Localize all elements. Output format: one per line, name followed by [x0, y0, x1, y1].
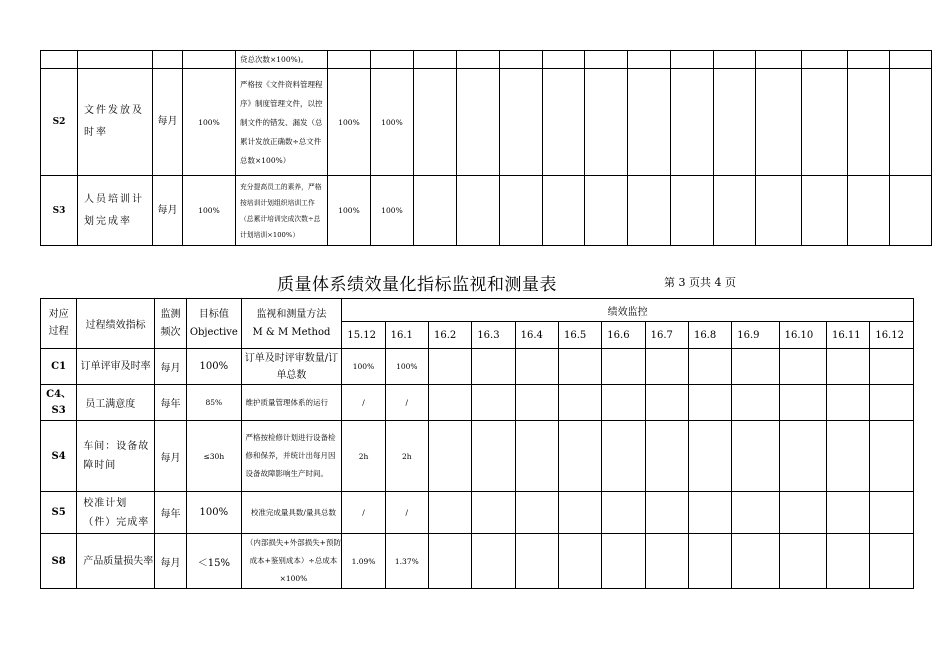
indicator-cell: 车间：设备故障时间 — [77, 421, 155, 492]
code-cell: C4、S3 — [41, 385, 77, 421]
month-cell: 16.11 — [827, 322, 870, 349]
method-cell: 订单及时评审数量/订单总数 — [241, 349, 342, 385]
month-cell: 16.1 — [385, 322, 428, 349]
indicator-cell: 订单评审及时率 — [77, 349, 155, 385]
indicator-cell: 人员培训计划完成率 — [78, 176, 153, 246]
previous-page-table — [40, 50, 932, 246]
target-cell: 85% — [187, 385, 241, 421]
measurement-table — [40, 298, 914, 589]
page-title: 质量体系绩效量化指标监视和测量表 — [277, 275, 557, 295]
target-cell: ≤30h — [187, 421, 241, 492]
target-cell: ＜15% — [187, 534, 241, 589]
value-cell: 100% — [328, 69, 371, 176]
month-cell: 15.12 — [342, 322, 385, 349]
table-row — [41, 534, 914, 589]
target-cell: 100% — [183, 69, 236, 176]
value-cell: 2h — [342, 421, 385, 492]
month-cell: 16.3 — [472, 322, 515, 349]
value-cell: / — [342, 385, 385, 421]
code-cell: S4 — [41, 421, 77, 492]
header-code: 对应过程 — [41, 299, 77, 349]
month-cell: 16.9 — [732, 322, 779, 349]
month-cell: 16.7 — [645, 322, 688, 349]
method-cell: 贷总次数×100%)。 — [236, 51, 328, 69]
target-cell: 100% — [183, 176, 236, 246]
table-row — [41, 421, 914, 492]
frequency-cell — [153, 51, 183, 69]
method-cell: （内部损失+外部损失+预防成本+鉴别成本）÷总成本×100% — [241, 534, 342, 589]
value-cell: / — [342, 492, 385, 534]
header-method: 监视和测量方法 M & M Method — [241, 299, 342, 349]
value-cell: 100% — [328, 176, 371, 246]
month-cell: 16.5 — [558, 322, 601, 349]
value-cell: 1.09% — [342, 534, 385, 589]
month-cell: 16.6 — [602, 322, 645, 349]
value-cell: 100% — [371, 69, 414, 176]
value-cell: / — [385, 385, 428, 421]
value-cell: 1.37% — [385, 534, 428, 589]
indicator-cell: 文件发放及时率 — [78, 69, 153, 176]
header-frequency: 监测频次 — [154, 299, 186, 349]
code-cell: S8 — [41, 534, 77, 589]
month-cell: 16.4 — [515, 322, 558, 349]
indicator-cell — [78, 51, 153, 69]
header-indicator: 过程绩效指标 — [77, 299, 155, 349]
table-row — [41, 492, 914, 534]
table-row — [41, 385, 914, 421]
method-cell: 严格按检修计划进行设备检修和保养，并统计出每月因设备故障影响生产时间。 — [241, 421, 342, 492]
code-cell: S5 — [41, 492, 77, 534]
code-cell — [41, 51, 78, 69]
code-cell: S3 — [41, 176, 78, 246]
indicator-cell: 员工满意度 — [77, 385, 155, 421]
month-cell: 16.8 — [688, 322, 731, 349]
month-cell: 16.2 — [428, 322, 471, 349]
table-row — [41, 176, 932, 246]
code-cell: C1 — [41, 349, 77, 385]
value-cell: 2h — [385, 421, 428, 492]
value-cell: / — [385, 492, 428, 534]
frequency-cell: 每月 — [154, 421, 186, 492]
method-cell: 校准完成量具数/量具总数 — [241, 492, 342, 534]
method-cell: 充分提高员工的素养，严格按培训计划组织培训工作（总累计培训完成次数÷总计划培训×100%） — [236, 176, 328, 246]
header-target: 目标值 Objective — [187, 299, 241, 349]
target-cell: 100% — [187, 492, 241, 534]
frequency-cell: 每月 — [153, 69, 183, 176]
table-row — [41, 349, 914, 385]
table-row — [41, 51, 932, 69]
frequency-cell: 每年 — [154, 492, 186, 534]
frequency-cell: 每年 — [154, 385, 186, 421]
header-row — [41, 299, 914, 322]
method-cell: 维护质量管理体系的运行 — [241, 385, 342, 421]
value-cell: 100% — [385, 349, 428, 385]
value-cell: 100% — [342, 349, 385, 385]
frequency-cell: 每月 — [154, 349, 186, 385]
header-monitor: 绩效监控 — [342, 299, 914, 322]
table-row — [41, 69, 932, 176]
month-cell: 16.12 — [870, 322, 914, 349]
value-cell: 100% — [371, 176, 414, 246]
indicator-cell: 产品质量损失率 — [77, 534, 155, 589]
indicator-cell: 校准计划（件）完成率 — [77, 492, 155, 534]
target-cell — [183, 51, 236, 69]
code-cell: S2 — [41, 69, 78, 176]
page-number: 第 3 页共 4 页 — [664, 276, 736, 289]
frequency-cell: 每月 — [154, 534, 186, 589]
month-cell: 16.10 — [779, 322, 826, 349]
target-cell: 100% — [187, 349, 241, 385]
method-cell: 严格按《文件资料管理程序》制度管理文件，以控制文件的错发、漏发（总累计发放正确数÷总文件总数×100%） — [236, 69, 328, 176]
frequency-cell: 每月 — [153, 176, 183, 246]
